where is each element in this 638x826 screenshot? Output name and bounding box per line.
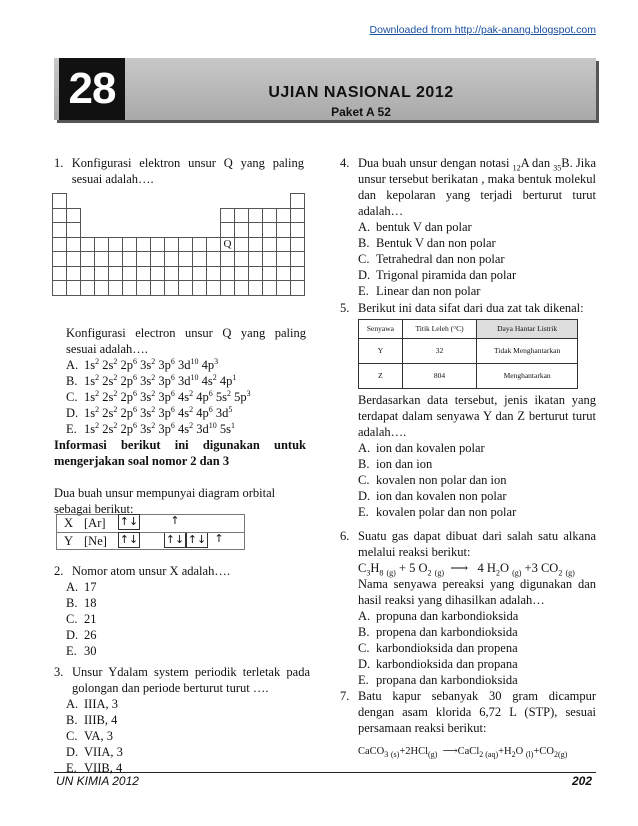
- q5-option-a: [358, 440, 596, 456]
- q6-after: Nama senyawa pereaksi yang digunakan dan hasil reaksi yang dihasilkan adalah…: [358, 577, 596, 607]
- periodic-cell: [66, 251, 81, 267]
- q3-option-text: IIIA, 3: [84, 697, 119, 711]
- q3-option-letter: C.: [66, 729, 78, 743]
- orbital-diagram: [54, 512, 304, 550]
- q2-option-text: 21: [84, 612, 97, 626]
- q4-text: Dua buah unsur dengan notasi $_{12}$A dan $_{35}$B. Jika unsur tersebut berikatan , maka bentuk molekul dan kepolaran yang terjadi berturut turut adalah…: [358, 156, 596, 218]
- q3-option-text: IIIB, 4: [84, 713, 118, 727]
- table-header-cell: Senyawa: [359, 320, 403, 339]
- periodic-cell: [220, 251, 235, 267]
- periodic-cell: [108, 266, 123, 282]
- question-4: [340, 155, 596, 299]
- periodic-cell: [276, 222, 291, 238]
- periodic-cell: [94, 237, 109, 253]
- q3-option-letter: A.: [66, 697, 79, 711]
- q2-option-text: 17: [84, 580, 97, 594]
- periodic-cell: [80, 280, 95, 296]
- q4-options: [358, 219, 596, 299]
- periodic-cell: [164, 266, 179, 282]
- periodic-cell: [248, 222, 263, 238]
- q4-option-d: [358, 267, 596, 283]
- periodic-cell: [290, 208, 305, 224]
- q6-option-b: [358, 624, 596, 640]
- table-header-cell: Daya Hantar Listrik: [477, 320, 578, 339]
- q5-option-b: [358, 456, 596, 472]
- q1-text: Konfigurasi elektron unsur Q yang paling sesuai adalah….: [71, 156, 304, 186]
- q6-text: Suatu gas dapat dibuat dari salah satu alkana melalui reaksi berikut:: [358, 529, 596, 559]
- q2-option-letter: E.: [66, 644, 77, 658]
- periodic-cell: [80, 237, 95, 253]
- periodic-cell: [122, 251, 137, 267]
- q6-option-text: propena dan karbondioksida: [376, 625, 518, 639]
- question-7: [340, 688, 596, 760]
- periodic-cell: [290, 193, 305, 209]
- q4-option-c: [358, 251, 596, 267]
- periodic-cell: [108, 251, 123, 267]
- q6-number: 6.: [340, 529, 350, 543]
- q1-option-a: [66, 357, 316, 373]
- periodic-cell: [234, 208, 249, 224]
- q5-option-text: ion dan kovalen non polar: [376, 489, 507, 503]
- q4-option-letter: C.: [358, 252, 370, 266]
- q2-option-e: [66, 643, 304, 659]
- q1-options: [66, 357, 316, 437]
- q1-option-text: $1s^2$ $2s^2$ $2p^6$ $3s^2$ $3p^6$ $3d^{10}$ $4p^3$: [84, 356, 219, 372]
- q3-option-letter: D.: [66, 745, 79, 759]
- periodic-cell: [108, 280, 123, 296]
- periodic-cell: [234, 237, 249, 253]
- periodic-cell: [276, 266, 291, 282]
- periodic-cell-q: Q: [220, 237, 235, 253]
- q6-option-letter: C.: [358, 641, 370, 655]
- periodic-cell: [164, 237, 179, 253]
- periodic-cell: [52, 237, 67, 253]
- q1-option-letter: B.: [66, 374, 78, 388]
- q1-option-letter: C.: [66, 390, 78, 404]
- q1-option-letter: E.: [66, 422, 77, 436]
- periodic-cell: [94, 280, 109, 296]
- q3-option-text: VIIB, 4: [84, 761, 123, 775]
- orbital-y-3s: ↑↓: [119, 533, 139, 546]
- q5-option-letter: A.: [358, 441, 371, 455]
- q3-option-letter: B.: [66, 713, 78, 727]
- question-6: [340, 528, 596, 688]
- periodic-cell: [192, 266, 207, 282]
- q4-option-letter: E.: [358, 284, 369, 298]
- periodic-cell: [276, 251, 291, 267]
- periodic-cell: [66, 237, 81, 253]
- q6-options: [358, 608, 596, 688]
- q5-option-letter: C.: [358, 473, 370, 487]
- periodic-cell: [66, 280, 81, 296]
- footer-rule: [54, 772, 596, 773]
- orbital-x-core: [Ar]: [84, 516, 106, 530]
- q1-option-text: $1s^2$ $2s^2$ $2p^6$ $3s^2$ $3p^6$ $4s^2$ $4p^6$ $5s^2$ $5p^3$: [84, 388, 251, 404]
- q4-option-text: Bentuk V dan non polar: [376, 236, 496, 250]
- q7-text: Batu kapur sebanyak 30 gram dicampur dengan asam klorida 6,72 L (STP), sesuai persamaan reaksi berikut:: [358, 689, 596, 735]
- periodic-cell: [122, 237, 137, 253]
- question-3: [54, 664, 310, 776]
- periodic-cell: [262, 251, 277, 267]
- q5-option-d: [358, 488, 596, 504]
- q7-reaction: CaCO$_3$ $_{(s)}$+2HCl$_{(g)}$ $⟶CaCl_{2 (aq)}+H_2O$ $_{(l)}+CO_{2(g)}$: [358, 746, 568, 760]
- q6-option-letter: E.: [358, 673, 369, 687]
- q2-option-b: [66, 595, 304, 611]
- periodic-cell: [52, 280, 67, 296]
- q2-option-letter: B.: [66, 596, 78, 610]
- table-cell: Y: [359, 339, 403, 364]
- periodic-cell: [262, 266, 277, 282]
- q3-option-c: [66, 728, 310, 744]
- q4-option-text: Linear dan non polar: [376, 284, 481, 298]
- q6-option-text: propuna dan karbondioksida: [376, 609, 519, 623]
- orbital-y-core: [Ne]: [84, 534, 107, 548]
- periodic-cell: [220, 280, 235, 296]
- q2-option-text: 30: [84, 644, 97, 658]
- periodic-cell: [206, 237, 221, 253]
- periodic-cell: [52, 193, 67, 209]
- table-cell: Tidak Menghantarkan: [477, 339, 578, 364]
- periodic-cell: [122, 266, 137, 282]
- q4-number: 4.: [340, 156, 350, 170]
- periodic-cell: [192, 251, 207, 267]
- periodic-cell: [178, 266, 193, 282]
- periodic-cell: [94, 266, 109, 282]
- orbital-x-3d-1: ↑: [170, 514, 180, 527]
- table-cell: 32: [402, 339, 476, 364]
- periodic-cell: [234, 266, 249, 282]
- q1-option-text: $1s^2$ $2s^2$ $2p^6$ $3s^2$ $3p^6$ $4s^2$ $4p^6$ $3d^5$: [84, 404, 233, 420]
- periodic-cell: [290, 280, 305, 296]
- q4-option-b: [358, 235, 596, 251]
- q1-option-text: $1s^2$ $2s^2$ $2p^6$ $3s^2$ $3p^6$ $3d^{10}$ $4s^2$ $4p^1$: [84, 372, 237, 388]
- periodic-cell: [52, 251, 67, 267]
- orbital-y-3p-1: ↑↓: [165, 533, 185, 546]
- q4-option-letter: D.: [358, 268, 371, 282]
- orbital-y-label: Y: [64, 534, 74, 548]
- periodic-cell: [206, 280, 221, 296]
- periodic-cell: [52, 222, 67, 238]
- periodic-cell: [234, 222, 249, 238]
- table-header-row: [359, 320, 578, 339]
- q4-option-e: [358, 283, 596, 299]
- info-note: Informasi berikut ini digunakan untuk mengerjakan soal nomor 2 dan 3: [54, 438, 306, 468]
- periodic-cell: [164, 251, 179, 267]
- q2-number: 2.: [54, 564, 64, 578]
- q4-option-text: Tetrahedral dan non polar: [376, 252, 505, 266]
- q3-options: [66, 696, 310, 776]
- periodic-cell: [164, 280, 179, 296]
- q6-option-c: [358, 640, 596, 656]
- q6-option-letter: D.: [358, 657, 371, 671]
- q6-option-text: karbondioksida dan propana: [376, 657, 518, 671]
- q3-option-a: [66, 696, 310, 712]
- q5-option-e: [358, 504, 596, 520]
- periodic-cell: [80, 266, 95, 282]
- q1-option-c: [66, 389, 316, 405]
- q5-option-letter: E.: [358, 505, 369, 519]
- periodic-cell: [276, 280, 291, 296]
- periodic-cell: [290, 266, 305, 282]
- periodic-cell: [136, 280, 151, 296]
- q5-option-letter: D.: [358, 489, 371, 503]
- q3-option-letter: E.: [66, 761, 77, 775]
- q1-option-d: [66, 405, 316, 421]
- question-5: [340, 300, 596, 520]
- q5-option-c: [358, 472, 596, 488]
- exam-package: Paket A 52: [331, 105, 391, 119]
- q5-after: Berdasarkan data tersebut, jenis ikatan yang terdapat dalam senyawa Y dan Z berturut turut adalah….: [358, 393, 596, 439]
- q5-option-text: kovalen polar dan non polar: [376, 505, 517, 519]
- q6-option-e: [358, 672, 596, 688]
- q2-option-a: [66, 579, 304, 595]
- orbital-x-4s: ↑↓: [119, 515, 139, 528]
- periodic-cell: [262, 237, 277, 253]
- periodic-cell: [136, 266, 151, 282]
- q6-option-letter: A.: [358, 609, 371, 623]
- periodic-cell: [206, 266, 221, 282]
- periodic-cell: [220, 222, 235, 238]
- q1-number: 1.: [54, 156, 64, 170]
- periodic-cell: [108, 237, 123, 253]
- question-2: [54, 563, 304, 659]
- q6-option-d: [358, 656, 596, 672]
- periodic-cell: [220, 266, 235, 282]
- q2-option-d: [66, 627, 304, 643]
- q3-text: Unsur Ydalam system periodik terletak pada golongan dan periode berturut turut ….: [72, 665, 310, 695]
- periodic-cell: [262, 208, 277, 224]
- periodic-cell: [178, 251, 193, 267]
- periodic-cell: [234, 251, 249, 267]
- table-row: [359, 364, 578, 389]
- periodic-cell: [178, 280, 193, 296]
- periodic-cell: [276, 208, 291, 224]
- periodic-cell: [192, 280, 207, 296]
- q5-option-text: ion dan kovalen polar: [376, 441, 485, 455]
- q1-stem: Konfigurasi electron unsur Q yang paling sesuai adalah….: [66, 326, 306, 356]
- q6-option-text: karbondioksida dan propena: [376, 641, 518, 655]
- q5-options: [358, 440, 596, 520]
- question-1: [54, 155, 304, 187]
- periodic-cell: [248, 280, 263, 296]
- q1-option-e: [66, 421, 316, 437]
- periodic-cell: [66, 222, 81, 238]
- periodic-cell: [52, 208, 67, 224]
- q4-option-letter: A.: [358, 220, 371, 234]
- q3-option-text: VA, 3: [84, 729, 113, 743]
- periodic-cell: [220, 208, 235, 224]
- table-row: [359, 339, 578, 364]
- q6-option-letter: B.: [358, 625, 370, 639]
- table-header-cell: Titik Leleh (°C): [402, 320, 476, 339]
- q6-reaction: $C_3H_8$ $_{(g)}$ + 5 $O_2$ $_{(g)}$ ⟶ 4 $H_2O$ $_{(g)}$ +3 $CO_2$ $_{(g)}$: [358, 561, 575, 578]
- q3-option-d: [66, 744, 310, 760]
- periodic-cell: [150, 266, 165, 282]
- periodic-cell: [150, 237, 165, 253]
- q4-option-letter: B.: [358, 236, 370, 250]
- periodic-cell: [206, 251, 221, 267]
- periodic-cell: [234, 280, 249, 296]
- periodic-cell: [262, 280, 277, 296]
- q1-option-b: [66, 373, 316, 389]
- periodic-cell: [276, 237, 291, 253]
- periodic-cell: [150, 280, 165, 296]
- exam-title: UJIAN NASIONAL 2012: [268, 84, 454, 101]
- q2-option-text: 26: [84, 628, 97, 642]
- page-number: 202: [571, 774, 592, 788]
- q1-option-letter: D.: [66, 406, 79, 420]
- q5-number: 5.: [340, 301, 350, 315]
- q6-option-a: [358, 608, 596, 624]
- periodic-cell: [136, 237, 151, 253]
- q4-option-a: [358, 219, 596, 235]
- q3-option-text: VIIA, 3: [84, 745, 123, 759]
- q5-text: Berikut ini data sifat dari dua zat tak dikenal:: [358, 301, 584, 315]
- periodic-cell: [178, 237, 193, 253]
- property-table: [358, 319, 578, 389]
- q2-option-text: 18: [84, 596, 97, 610]
- table-cell: Z: [359, 364, 403, 389]
- periodic-cell: [94, 251, 109, 267]
- periodic-cell: [66, 208, 81, 224]
- q7-number: 7.: [340, 689, 350, 703]
- download-link[interactable]: Downloaded from http://pak-anang.blogspot.com: [369, 24, 596, 36]
- periodic-cell: [52, 266, 67, 282]
- chapter-badge: 28: [59, 58, 125, 120]
- q5-option-letter: B.: [358, 457, 370, 471]
- periodic-cell: [192, 237, 207, 253]
- q4-option-text: bentuk V dan polar: [376, 220, 472, 234]
- periodic-cell: [150, 251, 165, 267]
- periodic-cell: [248, 266, 263, 282]
- orbital-y-3p-2: ↑↓: [187, 533, 207, 546]
- table-cell: 804: [402, 364, 476, 389]
- q6-option-text: propana dan karbondioksida: [376, 673, 518, 687]
- q2-option-c: [66, 611, 304, 627]
- q3-number: 3.: [54, 665, 64, 679]
- periodic-cell: [122, 280, 137, 296]
- footer-subject: UN KIMIA 2012: [56, 774, 139, 788]
- q2-options: [66, 579, 304, 659]
- table-cell: Menghantarkan: [477, 364, 578, 389]
- orbital-intro: Dua buah unsur mempunyai diagram orbital sebagai berikut:: [54, 486, 276, 516]
- q2-text: Nomor atom unsur X adalah….: [72, 564, 230, 578]
- periodic-cell: [136, 251, 151, 267]
- periodic-cell: [290, 222, 305, 238]
- periodic-cell: [290, 251, 305, 267]
- q2-option-letter: D.: [66, 628, 79, 642]
- orbital-x-label: X: [64, 516, 74, 530]
- q1-option-letter: A.: [66, 358, 79, 372]
- periodic-cell: [248, 237, 263, 253]
- periodic-cell: [248, 251, 263, 267]
- periodic-cell: [290, 237, 305, 253]
- orbital-y-3p-3: ↑: [214, 532, 224, 545]
- q2-option-letter: A.: [66, 580, 79, 594]
- q5-option-text: ion dan ion: [376, 457, 433, 471]
- periodic-cell: [66, 266, 81, 282]
- q2-option-letter: C.: [66, 612, 78, 626]
- periodic-cell: [248, 208, 263, 224]
- q5-option-text: kovalen non polar dan ion: [376, 473, 507, 487]
- periodic-cell: [80, 251, 95, 267]
- q4-option-text: Trigonal piramida dan polar: [376, 268, 517, 282]
- periodic-cell: [262, 222, 277, 238]
- q3-option-b: [66, 712, 310, 728]
- q1-option-text: $1s^2$ $2s^2$ $2p^6$ $3s^2$ $3p^6$ $4s^2$ $3d^{10}$ $5s^1$: [84, 420, 235, 436]
